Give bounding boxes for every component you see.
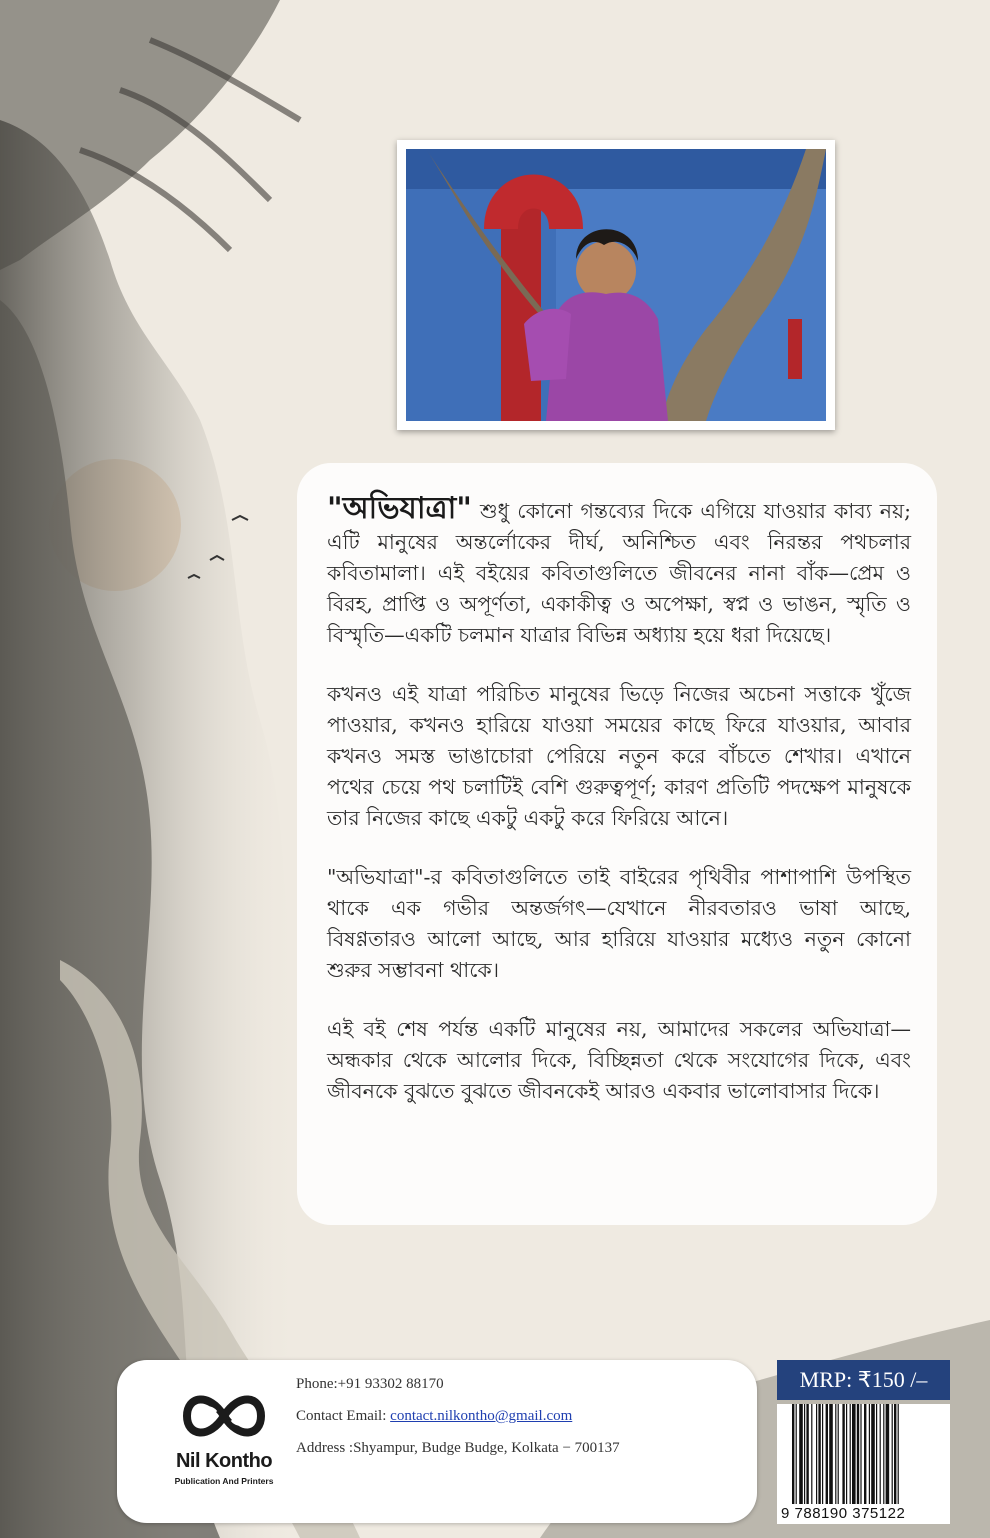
blurb-panel — [297, 463, 937, 1225]
barcode-bars — [790, 1404, 948, 1504]
blurb-paragraph-2: কখনও এই যাত্রা পরিচিত মানুষের ভিড়ে নিজের অচেনা সত্তাকে খুঁজে পাওয়ার, কখনও হারিয়ে যাওয়া সময়ের কাছে ফিরে যাওয়ার, আবার কখনও সমস্ত ভাঙাচোরা পেরিয়ে নতুন করে বাঁচতে শেখার। এখানে পথের চেয়ে পথ চলাটিই বেশি গুরুত্বপূর্ণ; কারণ প্রতিটি পদক্ষেপ মানুষকে তার নিজের কাছে একটু একটু করে ফিরিয়ে আনে। — [327, 682, 911, 830]
price-tag: MRP: ₹150 /– — [777, 1360, 950, 1400]
blurb-paragraph-3: "অভিযাত্রা"-র কবিতাগুলিতে তাই বাইরের পৃথিবীর পাশাপাশি উপস্থিত থাকে এক গভীর অন্তর্জগৎ—যেখানে নীরবতারও ভাষা আছে, বিষণ্ণতারও আলো আছে, আর হারিয়ে যাওয়ার মধ্যেও নতুন কোনো শুরুর সম্ভাবনা থাকে। — [327, 865, 911, 982]
publisher-name: Nil Kontho — [175, 1450, 273, 1472]
barcode-number: 9 788190 375122 — [781, 1505, 906, 1522]
author-photo-image — [406, 149, 826, 421]
email-label: Contact Email: — [296, 1408, 391, 1424]
infinity-knot-icon — [169, 1382, 279, 1452]
publisher-tagline: Publication And Printers — [174, 1476, 274, 1486]
author-photo — [397, 140, 835, 430]
publisher-logo — [169, 1382, 279, 1502]
phone-label: Phone: — [296, 1376, 338, 1392]
address-label: Address : — [296, 1440, 354, 1456]
barcode — [777, 1404, 950, 1524]
blurb-paragraph-1 — [327, 493, 911, 651]
address-line — [296, 1440, 620, 1457]
phone-number: +91 93302 88170 — [337, 1376, 444, 1392]
email-link[interactable]: contact.nilkontho@gmail.com — [390, 1408, 573, 1424]
email-line — [296, 1408, 572, 1425]
address-text: Shyampur, Budge Budge, Kolkata − 700137 — [353, 1440, 620, 1456]
book-title: "অভিযাত্রা" — [327, 491, 472, 526]
publisher-card — [117, 1360, 757, 1523]
blurb-paragraph-4: এই বই শেষ পর্যন্ত একটি মানুষের নয়, আমাদের সকলের অভিযাত্রা—অন্ধকার থেকে আলোর দিকে, বিচ্ছিন্নতা থেকে সংযোগের দিকে, এবং জীবনকে বুঝতে বুঝতে জীবনকেই আরও একবার ভালোবাসার দিকে। — [327, 1017, 911, 1103]
phone-line — [296, 1376, 444, 1393]
blurb-paragraph-1-text: শুধু কোনো গন্তব্যের দিকে এগিয়ে যাওয়ার কাব্য নয়; এটি মানুষের অন্তর্লোকের দীর্ঘ, অনিশ্চিত এবং নিরন্তর পথচলার কবিতামালা। এই বইয়ের কবিতাগুলিতে জীবনের নানা বাঁক—প্রেম ও বিরহ, প্রাপ্তি ও অপূর্ণতা, একাকীত্ব ও অপেক্ষা, স্বপ্ন ও ভাঙন, স্মৃতি ও বিস্মৃতি—একটি চলমান যাত্রার বিভিন্ন অধ্যায় হয়ে ধরা দিয়েছে। — [327, 499, 911, 647]
